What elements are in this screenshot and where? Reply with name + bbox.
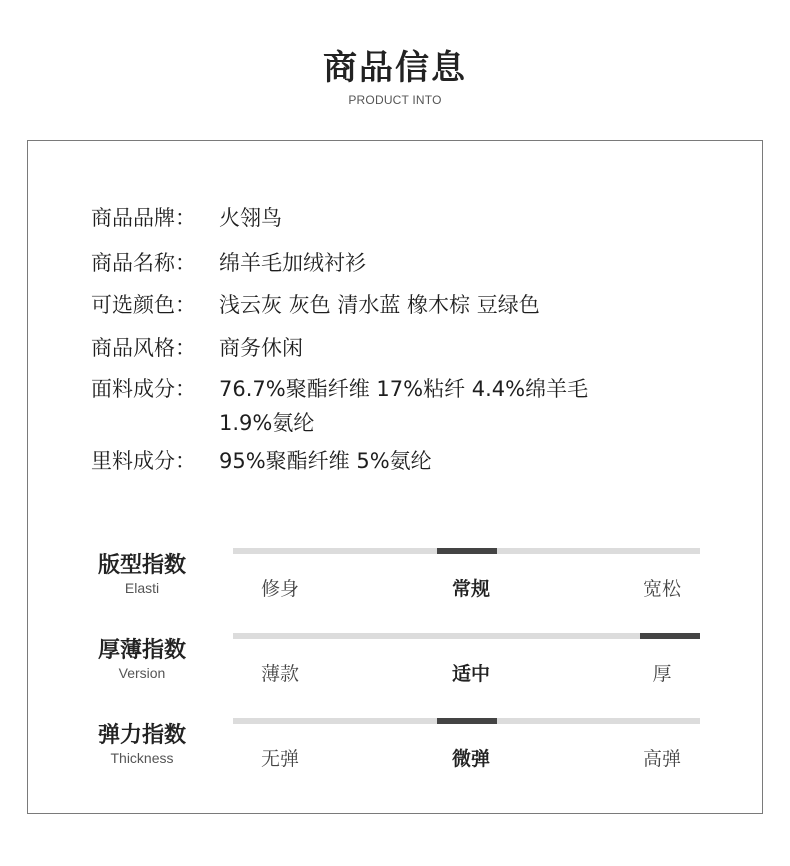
info-label: 可选颜色：	[91, 293, 196, 317]
thickness-index-marker	[640, 633, 700, 639]
page-title: 商品信息	[323, 48, 467, 88]
stretch-index-track	[233, 718, 700, 724]
stretch-index-label: 弹力指数	[97, 723, 186, 748]
stretch-option-high: 高弹	[642, 748, 682, 770]
info-row-colors	[91, 290, 540, 320]
info-row-brand	[91, 203, 282, 233]
info-value: 浅云灰 灰色 清水蓝 橡木棕 豆绿色	[219, 293, 540, 317]
fit-index-marker	[437, 548, 497, 554]
stretch-index-marker	[437, 718, 497, 724]
info-label: 商品名称：	[91, 251, 196, 275]
info-label: 商品品牌：	[91, 206, 196, 230]
fit-index-track	[233, 548, 700, 554]
info-value: 火翎鸟	[219, 206, 282, 230]
thickness-option-thick: 厚	[652, 663, 672, 685]
thickness-option-medium: 适中	[451, 663, 491, 685]
fit-index-label: 版型指数	[97, 553, 186, 578]
info-fabric-continued: 1.9%氨纶	[219, 411, 315, 435]
info-row-lining	[91, 446, 432, 476]
thickness-option-thin: 薄款	[260, 663, 300, 685]
fit-option-regular: 常规	[451, 578, 491, 600]
stretch-option-none: 无弹	[260, 748, 300, 770]
info-value: 95%聚酯纤维 5%氨纶	[219, 449, 432, 473]
info-row-name	[91, 248, 366, 278]
thickness-index-track	[233, 633, 700, 639]
fit-index-sublabel: Elasti	[124, 580, 160, 596]
info-row-style	[91, 333, 303, 363]
stretch-index-sublabel: Thickness	[110, 750, 174, 766]
page-subtitle: PRODUCT INTO	[348, 93, 442, 107]
info-label: 里料成分：	[91, 449, 196, 473]
info-value: 商务休闲	[219, 336, 303, 360]
thickness-index-sublabel: Version	[118, 665, 166, 681]
info-frame	[27, 140, 763, 814]
info-row-fabric	[91, 374, 588, 404]
info-value: 绵羊毛加绒衬衫	[219, 251, 366, 275]
stretch-option-slight: 微弹	[451, 748, 491, 770]
fit-option-slim: 修身	[260, 578, 300, 600]
info-label: 商品风格：	[91, 336, 196, 360]
fit-option-loose: 宽松	[642, 578, 682, 600]
thickness-index-label: 厚薄指数	[97, 638, 186, 663]
info-label: 面料成分：	[91, 377, 196, 401]
info-value: 76.7%聚酯纤维 17%粘纤 4.4%绵羊毛	[219, 377, 589, 401]
